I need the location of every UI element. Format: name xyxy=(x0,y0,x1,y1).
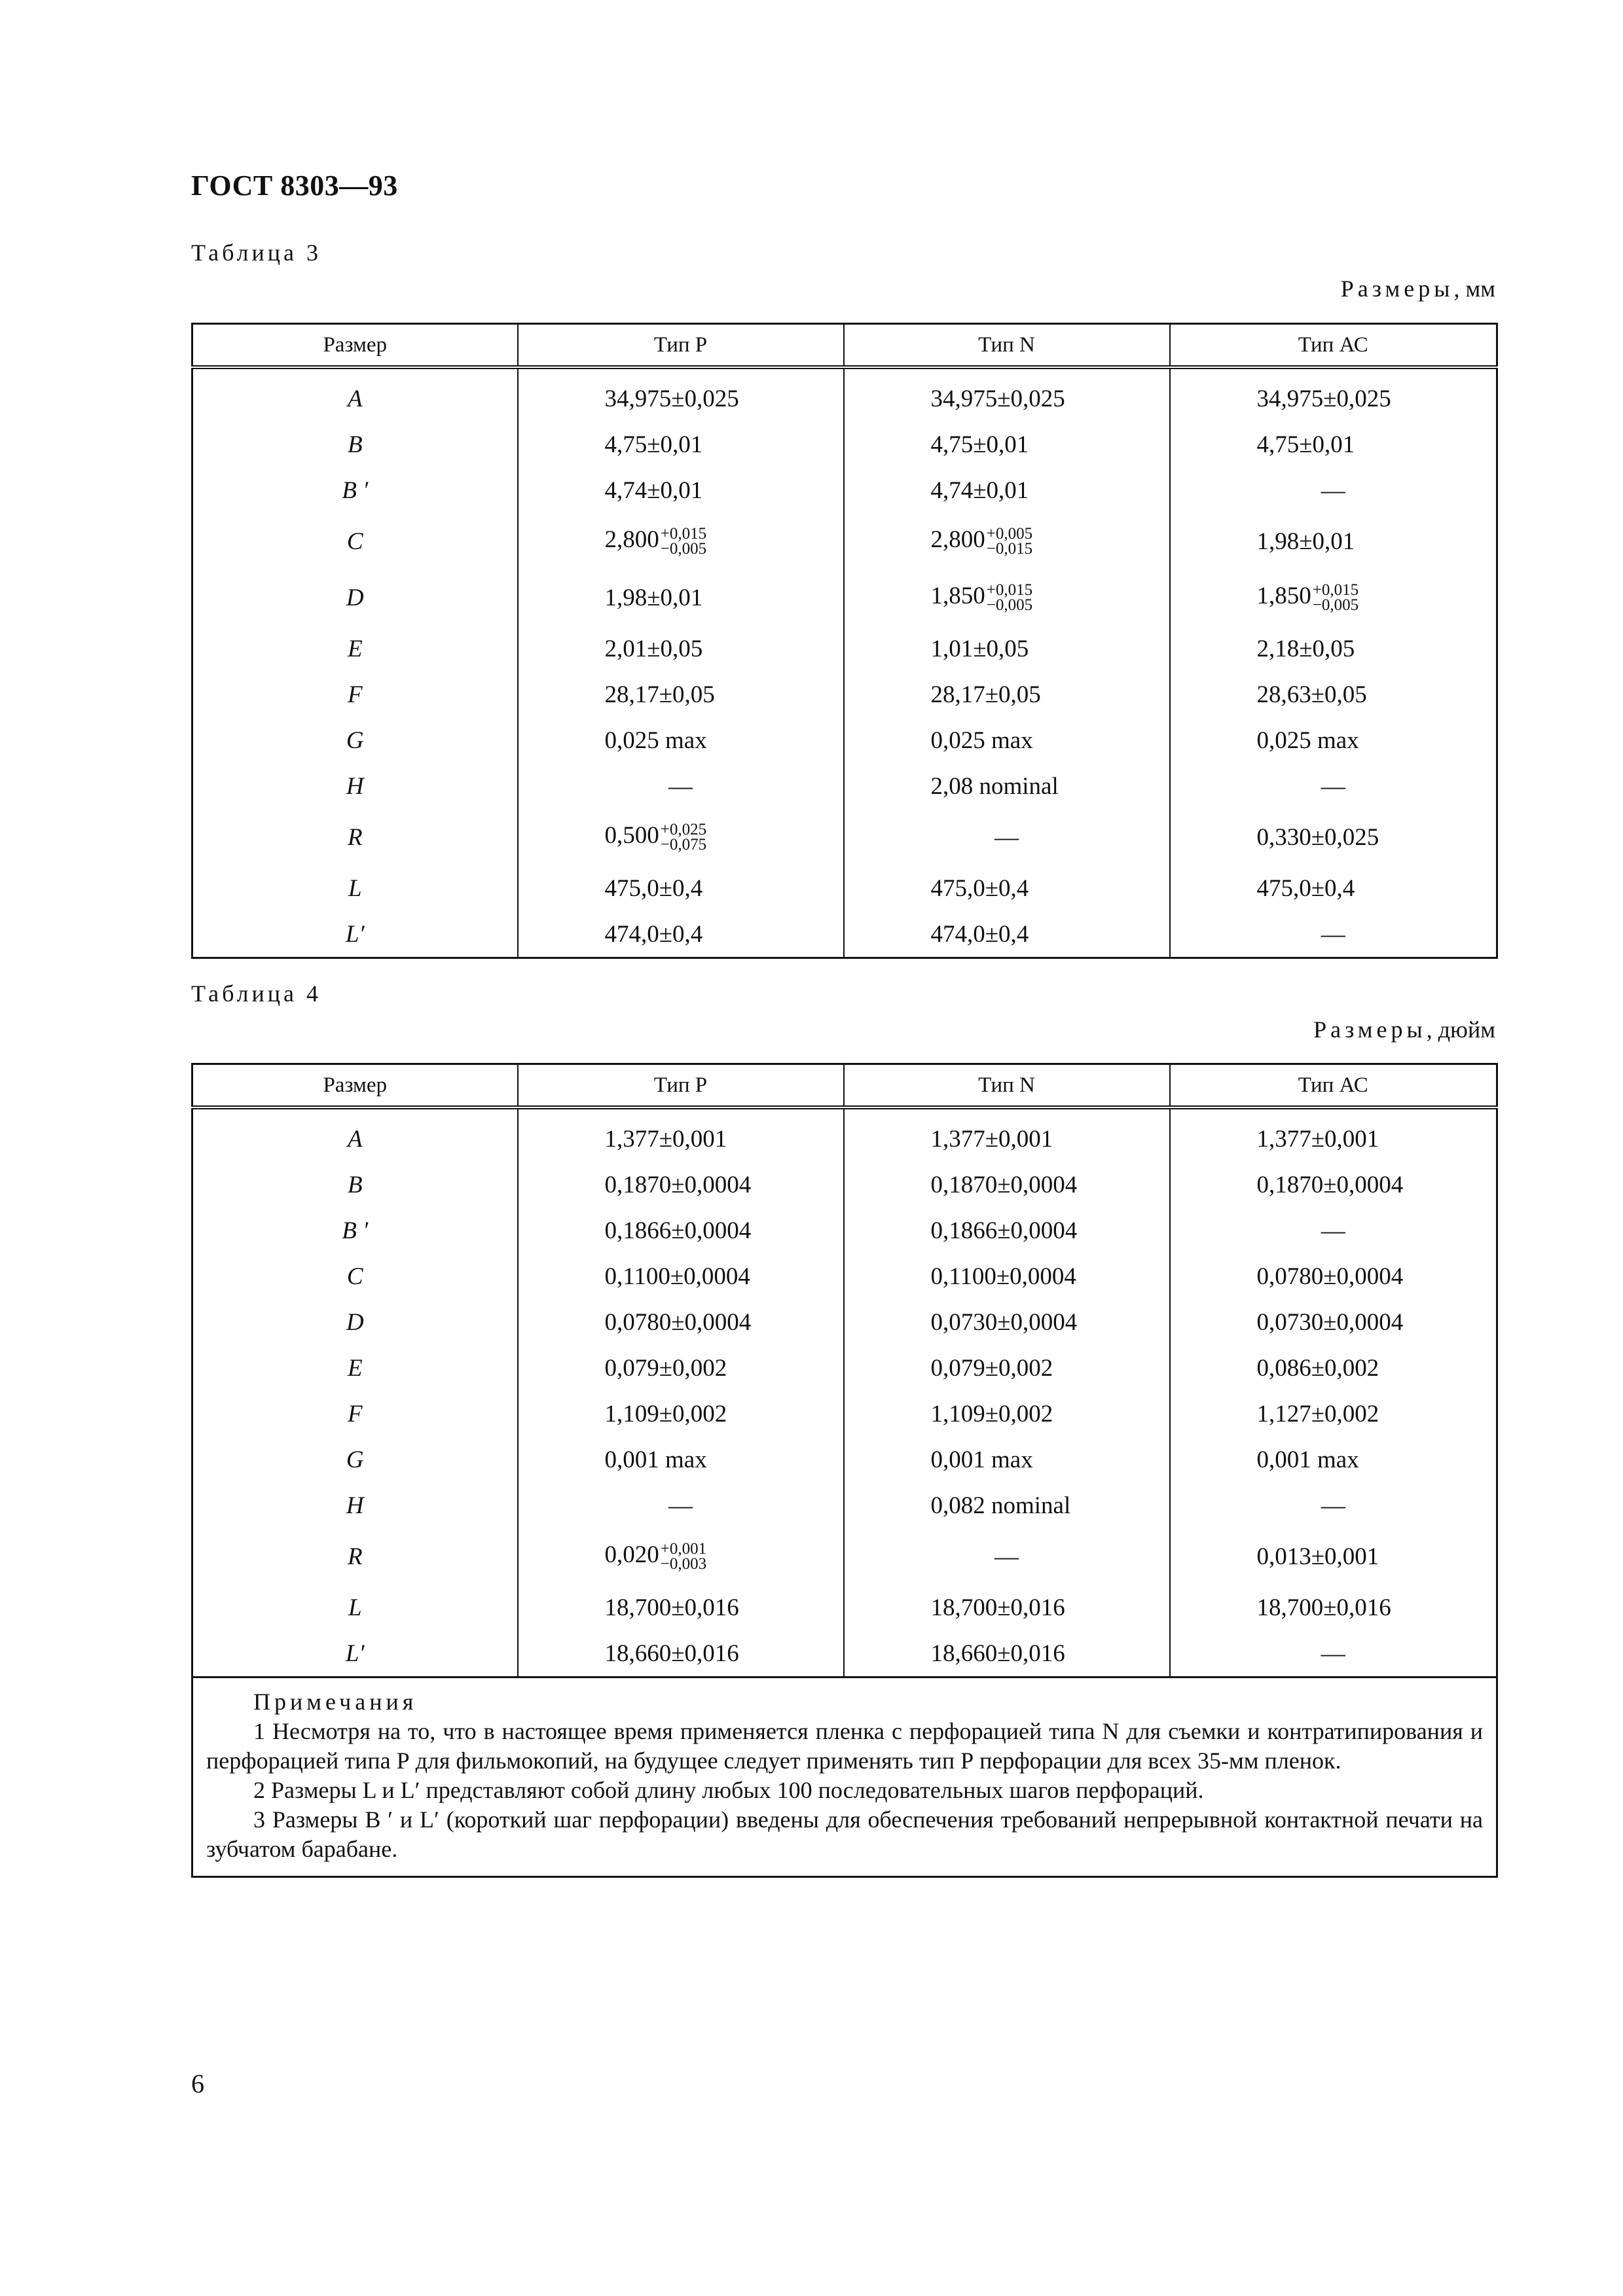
table3-header-type-ac: Тип АС xyxy=(1170,324,1497,368)
type-ac-value: — xyxy=(1321,1492,1345,1519)
type-n-value: 1,377±0,001 xyxy=(930,1125,1053,1153)
type-p-value: 4,75±0,01 xyxy=(604,431,703,458)
table4-units-value: , дюйм xyxy=(1426,1016,1495,1043)
notes-title: Примечания xyxy=(253,1689,418,1715)
type-n-value-cell xyxy=(844,763,1170,809)
type-ac-value-cell xyxy=(1170,1585,1497,1630)
type-n-value-cell xyxy=(844,1345,1170,1391)
type-n-value-cell xyxy=(844,422,1170,467)
type-p-value: 0,001 max xyxy=(604,1446,707,1473)
tolerance-lower: −0,003 xyxy=(660,1555,707,1573)
type-n-value-cell xyxy=(844,1630,1170,1677)
type-p-value-cell xyxy=(518,809,844,865)
size-symbol: L xyxy=(192,865,518,911)
size-symbol: F xyxy=(192,672,518,717)
type-p-value: 0,025 max xyxy=(604,726,707,754)
type-p-value-cell xyxy=(518,763,844,809)
type-ac-value-cell xyxy=(1170,626,1497,672)
table4-row xyxy=(192,1345,1497,1391)
type-p-value-cell xyxy=(518,865,844,911)
type-ac-value: 0,001 max xyxy=(1256,1446,1359,1473)
table3-header-type-n: Тип N xyxy=(844,324,1170,368)
type-ac-value-cell xyxy=(1170,367,1497,422)
table3-row xyxy=(192,763,1497,809)
type-ac-value: 0,1870±0,0004 xyxy=(1256,1171,1404,1198)
type-n-value: 34,975±0,025 xyxy=(930,385,1065,412)
table4-row xyxy=(192,1162,1497,1208)
type-n-value: 0,025 max xyxy=(930,726,1033,754)
type-ac-value: 4,75±0,01 xyxy=(1256,431,1355,458)
type-p-value: 0,1866±0,0004 xyxy=(604,1217,752,1244)
type-n-value-cell xyxy=(844,1528,1170,1585)
tolerance xyxy=(661,1541,706,1573)
notes-cell xyxy=(192,1677,1497,1877)
type-ac-value: 18,700±0,016 xyxy=(1256,1594,1391,1621)
size-symbol: E xyxy=(192,626,518,672)
type-ac-value-cell xyxy=(1170,1482,1497,1528)
note-3: 3 Размеры B ′ и L′ (короткий шаг перфорации) введены для обеспечения требований непрерывной контактной печати на зубчатом барабане. xyxy=(206,1806,1483,1862)
size-symbol: G xyxy=(192,717,518,763)
table4-row xyxy=(192,1437,1497,1482)
size-symbol: A xyxy=(192,367,518,422)
type-p-value-cell xyxy=(518,513,844,569)
size-symbol: A xyxy=(192,1107,518,1162)
table4-header-row xyxy=(192,1064,1497,1108)
tolerance-lower: −0,005 xyxy=(660,540,707,558)
type-ac-value-cell xyxy=(1170,1253,1497,1299)
size-symbol: F xyxy=(192,1391,518,1437)
tolerance xyxy=(987,526,1032,558)
type-p-value-cell xyxy=(518,1391,844,1437)
type-p-value-cell xyxy=(518,911,844,958)
tolerance-upper: +0,001 xyxy=(660,1539,707,1558)
type-p-value: 2,800 xyxy=(604,526,659,553)
type-n-value-cell xyxy=(844,467,1170,513)
type-ac-value-cell xyxy=(1170,1208,1497,1253)
type-n-value: 474,0±0,4 xyxy=(930,920,1029,948)
table3-row xyxy=(192,513,1497,569)
tolerance-upper: +0,025 xyxy=(660,820,707,838)
table4-caption: Таблица 4 xyxy=(191,980,321,1007)
table4-body xyxy=(192,1107,1497,1677)
type-p-value: 0,1870±0,0004 xyxy=(604,1171,752,1198)
type-n-value: 2,08 nominal xyxy=(930,772,1059,800)
type-ac-value: — xyxy=(1321,1217,1345,1244)
type-ac-value-cell xyxy=(1170,1391,1497,1437)
size-symbol: H xyxy=(192,763,518,809)
type-ac-value: 475,0±0,4 xyxy=(1256,874,1355,902)
type-p-value: 1,109±0,002 xyxy=(604,1400,727,1427)
type-p-value: 474,0±0,4 xyxy=(604,920,703,948)
type-n-value-cell xyxy=(844,1208,1170,1253)
type-n-value: 0,082 nominal xyxy=(930,1492,1071,1519)
type-n-value: 1,109±0,002 xyxy=(930,1400,1053,1427)
type-n-value: 2,800 xyxy=(930,526,985,553)
size-symbol: D xyxy=(192,1299,518,1345)
type-p-value: — xyxy=(668,772,693,800)
type-p-value-cell xyxy=(518,1585,844,1630)
notes-row xyxy=(192,1677,1497,1877)
type-p-value: 18,700±0,016 xyxy=(604,1594,739,1621)
table4-row xyxy=(192,1299,1497,1345)
type-p-value-cell xyxy=(518,626,844,672)
type-n-value: 475,0±0,4 xyxy=(930,874,1029,902)
type-n-value-cell xyxy=(844,569,1170,626)
type-p-value: 475,0±0,4 xyxy=(604,874,703,902)
table3-row xyxy=(192,367,1497,422)
type-n-value: 0,001 max xyxy=(930,1446,1033,1473)
type-p-value: 18,660±0,016 xyxy=(604,1640,739,1667)
type-p-value: 4,74±0,01 xyxy=(604,476,703,504)
table4-row xyxy=(192,1482,1497,1528)
tolerance xyxy=(1313,583,1359,614)
table4-row xyxy=(192,1585,1497,1630)
type-n-value: 28,17±0,05 xyxy=(930,681,1041,708)
type-n-value-cell xyxy=(844,513,1170,569)
type-n-value-cell xyxy=(844,865,1170,911)
tolerance xyxy=(661,822,706,853)
type-ac-value: 0,0730±0,0004 xyxy=(1256,1308,1404,1336)
size-symbol: B ′ xyxy=(192,467,518,513)
type-n-value: 0,0730±0,0004 xyxy=(930,1308,1078,1336)
table3-row xyxy=(192,467,1497,513)
type-ac-value-cell xyxy=(1170,513,1497,569)
table3-units-value: , мм xyxy=(1453,276,1495,302)
type-ac-value: — xyxy=(1321,772,1345,800)
type-n-value-cell xyxy=(844,1162,1170,1208)
type-ac-value-cell xyxy=(1170,809,1497,865)
type-ac-value: 0,330±0,025 xyxy=(1256,823,1379,851)
size-symbol: L′ xyxy=(192,911,518,958)
type-ac-value: 34,975±0,025 xyxy=(1256,385,1391,412)
type-p-value-cell xyxy=(518,1162,844,1208)
table3-units-label: Размеры xyxy=(1340,276,1454,302)
type-ac-value: 0,013±0,001 xyxy=(1256,1543,1379,1570)
tolerance-lower: −0,005 xyxy=(986,596,1033,615)
table3-row xyxy=(192,626,1497,672)
table4-header-type-ac: Тип АС xyxy=(1170,1064,1497,1108)
type-p-value-cell xyxy=(518,1107,844,1162)
type-ac-value: 0,025 max xyxy=(1256,726,1359,754)
table4-row xyxy=(192,1528,1497,1585)
type-p-value: 1,377±0,001 xyxy=(604,1125,727,1153)
table3-row xyxy=(192,422,1497,467)
table4-row xyxy=(192,1208,1497,1253)
table4-row xyxy=(192,1630,1497,1677)
table4-header-size: Размер xyxy=(192,1064,518,1108)
type-ac-value: 0,0780±0,0004 xyxy=(1256,1263,1404,1290)
type-p-value: 34,975±0,025 xyxy=(604,385,739,412)
table3 xyxy=(191,323,1498,959)
table4-header-type-n: Тип N xyxy=(844,1064,1170,1108)
type-ac-value: 0,086±0,002 xyxy=(1256,1354,1379,1382)
tolerance-upper: +0,005 xyxy=(986,524,1033,543)
type-ac-value-cell xyxy=(1170,1528,1497,1585)
table3-caption: Таблица 3 xyxy=(191,240,321,266)
table3-row xyxy=(192,911,1497,958)
type-p-value-cell xyxy=(518,1437,844,1482)
type-ac-value: 28,63±0,05 xyxy=(1256,681,1367,708)
tolerance xyxy=(987,583,1032,614)
type-p-value-cell xyxy=(518,1528,844,1585)
type-n-value-cell xyxy=(844,1107,1170,1162)
type-p-value: 2,01±0,05 xyxy=(604,635,703,662)
type-p-value: 0,079±0,002 xyxy=(604,1354,727,1382)
type-n-value-cell xyxy=(844,672,1170,717)
type-ac-value: — xyxy=(1321,920,1345,948)
type-p-value-cell xyxy=(518,1299,844,1345)
type-p-value: 0,020 xyxy=(604,1541,659,1568)
note-2: 2 Размеры L и L′ представляют собой длину любых 100 последовательных шагов перфораций. xyxy=(253,1777,1204,1803)
type-ac-value-cell xyxy=(1170,717,1497,763)
type-ac-value: 1,377±0,001 xyxy=(1256,1125,1379,1153)
type-ac-value-cell xyxy=(1170,422,1497,467)
size-symbol: R xyxy=(192,809,518,865)
type-ac-value: 1,127±0,002 xyxy=(1256,1400,1379,1427)
type-p-value-cell xyxy=(518,717,844,763)
type-ac-value-cell xyxy=(1170,865,1497,911)
type-n-value-cell xyxy=(844,1437,1170,1482)
size-symbol: R xyxy=(192,1528,518,1585)
type-n-value: 0,1866±0,0004 xyxy=(930,1217,1078,1244)
table4-row xyxy=(192,1253,1497,1299)
table3-header-row xyxy=(192,324,1497,368)
tolerance-upper: +0,015 xyxy=(1312,581,1359,599)
table3-row xyxy=(192,809,1497,865)
type-n-value: 1,01±0,05 xyxy=(930,635,1029,662)
document-header: ГОСТ 8303—93 xyxy=(191,170,398,202)
type-n-value: 4,74±0,01 xyxy=(930,476,1029,504)
table4 xyxy=(191,1063,1498,1878)
type-n-value: 18,660±0,016 xyxy=(930,1640,1065,1667)
type-ac-value-cell xyxy=(1170,1107,1497,1162)
type-ac-value-cell xyxy=(1170,467,1497,513)
size-symbol: L′ xyxy=(192,1630,518,1677)
type-n-value: 4,75±0,01 xyxy=(930,431,1029,458)
type-p-value-cell xyxy=(518,569,844,626)
tolerance-upper: +0,015 xyxy=(660,524,707,543)
type-n-value-cell xyxy=(844,1253,1170,1299)
type-p-value-cell xyxy=(518,422,844,467)
type-n-value: 1,850 xyxy=(930,582,985,609)
type-ac-value: — xyxy=(1321,1640,1345,1667)
type-n-value-cell xyxy=(844,911,1170,958)
type-ac-value-cell xyxy=(1170,763,1497,809)
type-n-value: 0,079±0,002 xyxy=(930,1354,1053,1382)
type-p-value-cell xyxy=(518,1253,844,1299)
table3-row xyxy=(192,865,1497,911)
tolerance xyxy=(661,526,706,558)
tolerance-lower: −0,005 xyxy=(1312,596,1359,615)
tolerance-upper: +0,015 xyxy=(986,581,1033,599)
type-n-value: — xyxy=(994,1543,1019,1570)
size-symbol: C xyxy=(192,1253,518,1299)
type-p-value-cell xyxy=(518,672,844,717)
type-n-value-cell xyxy=(844,1482,1170,1528)
type-p-value: 0,0780±0,0004 xyxy=(604,1308,752,1336)
table3-row xyxy=(192,717,1497,763)
type-p-value: 1,98±0,01 xyxy=(604,584,703,611)
type-n-value-cell xyxy=(844,1585,1170,1630)
size-symbol: H xyxy=(192,1482,518,1528)
size-symbol: B xyxy=(192,422,518,467)
type-p-value-cell xyxy=(518,1208,844,1253)
table4-row xyxy=(192,1107,1497,1162)
type-p-value: 0,1100±0,0004 xyxy=(604,1263,750,1290)
type-ac-value: 1,98±0,01 xyxy=(1256,528,1355,555)
size-symbol: B xyxy=(192,1162,518,1208)
type-n-value-cell xyxy=(844,809,1170,865)
note-1: 1 Несмотря на то, что в настоящее время применяется пленка с перфорацией типа N для съемки и контратипирования и перфорацией типа Р для фильмокопий, на будущее следует применять тип Р перфорации для всех 35-мм пленок. xyxy=(206,1718,1483,1774)
type-p-value-cell xyxy=(518,1482,844,1528)
size-symbol: E xyxy=(192,1345,518,1391)
type-ac-value-cell xyxy=(1170,569,1497,626)
type-p-value: 0,500 xyxy=(604,821,659,849)
type-n-value: 0,1100±0,0004 xyxy=(930,1263,1076,1290)
size-symbol: C xyxy=(192,513,518,569)
size-symbol: L xyxy=(192,1585,518,1630)
type-ac-value: 2,18±0,05 xyxy=(1256,635,1355,662)
tolerance-lower: −0,075 xyxy=(660,836,707,854)
type-ac-value: 1,850 xyxy=(1256,582,1311,609)
table4-row xyxy=(192,1391,1497,1437)
table3-row xyxy=(192,569,1497,626)
type-ac-value-cell xyxy=(1170,1437,1497,1482)
type-p-value-cell xyxy=(518,1345,844,1391)
type-ac-value-cell xyxy=(1170,1630,1497,1677)
type-n-value: 0,1870±0,0004 xyxy=(930,1171,1078,1198)
table4-units xyxy=(1313,1016,1495,1043)
table3-row xyxy=(192,672,1497,717)
size-symbol: D xyxy=(192,569,518,626)
type-n-value: 18,700±0,016 xyxy=(930,1594,1065,1621)
type-p-value-cell xyxy=(518,367,844,422)
type-p-value: 28,17±0,05 xyxy=(604,681,715,708)
table3-units xyxy=(1341,275,1495,302)
table3-body xyxy=(192,367,1497,958)
type-p-value-cell xyxy=(518,1630,844,1677)
type-ac-value-cell xyxy=(1170,672,1497,717)
table4-header-type-p: Тип Р xyxy=(518,1064,844,1108)
size-symbol: G xyxy=(192,1437,518,1482)
type-ac-value-cell xyxy=(1170,911,1497,958)
type-p-value-cell xyxy=(518,467,844,513)
type-p-value: — xyxy=(668,1492,693,1519)
table3-header-type-p: Тип Р xyxy=(518,324,844,368)
table3-header-size: Размер xyxy=(192,324,518,368)
type-ac-value: — xyxy=(1321,476,1345,504)
type-n-value-cell xyxy=(844,367,1170,422)
tolerance-lower: −0,015 xyxy=(986,540,1033,558)
page-number: 6 xyxy=(191,2069,204,2098)
type-ac-value-cell xyxy=(1170,1162,1497,1208)
type-n-value-cell xyxy=(844,626,1170,672)
type-n-value-cell xyxy=(844,1391,1170,1437)
type-ac-value-cell xyxy=(1170,1345,1497,1391)
type-n-value: — xyxy=(994,823,1019,851)
type-n-value-cell xyxy=(844,717,1170,763)
size-symbol: B ′ xyxy=(192,1208,518,1253)
type-ac-value-cell xyxy=(1170,1299,1497,1345)
table4-units-label: Размеры xyxy=(1313,1016,1427,1043)
type-n-value-cell xyxy=(844,1299,1170,1345)
